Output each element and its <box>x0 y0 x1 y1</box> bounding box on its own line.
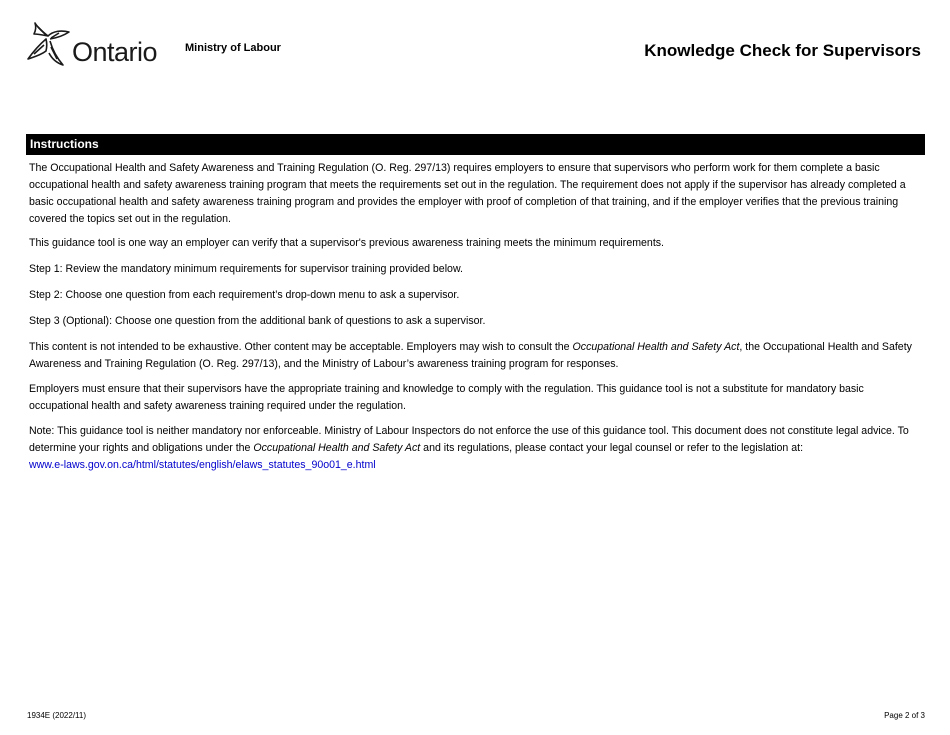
guidance-paragraph: This guidance tool is one way an employer can verify that a supervisor's previous awareness training meets the minimum requirements. <box>29 237 664 249</box>
note-act-italic: Occupational Health and Safety Act <box>253 442 421 454</box>
note-text-end: and its regulations, please contact your legal counsel or refer to the legislation at: <box>420 442 804 454</box>
note-paragraph <box>29 423 922 474</box>
instructions-body <box>26 160 925 474</box>
trillium-logo-icon <box>26 21 74 69</box>
step-3: Step 3 (Optional): Choose one question from the additional bank of questions to ask a supervisor. <box>29 315 486 327</box>
form-code: 1934E (2022/11) <box>27 711 87 720</box>
elaws-link[interactable]: www.e-laws.gov.on.ca/html/statutes/english/elaws_statutes_90o01_e.html <box>29 459 376 471</box>
page-title: Knowledge Check for Supervisors <box>644 41 921 60</box>
instructions-heading: Instructions <box>26 134 925 155</box>
step-2: Step 2: Choose one question from each requirement’s drop-down menu to ask a supervisor. <box>29 289 460 301</box>
logo-wordmark: Ontario <box>72 37 158 67</box>
step-1: Step 1: Review the mandatory minimum requirements for supervisor training provided below. <box>29 263 463 275</box>
ontario-logo <box>26 21 166 71</box>
act-name-italic: Occupational Health and Safety Act <box>572 341 740 353</box>
intro-paragraph: The Occupational Health and Safety Awareness and Training Regulation (O. Reg. 297/13) requires employers to ensure that supervisors who perform work for them complete a basic occupational health and safety awareness training program that meets the requirements set out in the regulation. The requirement does not apply if the supervisor has already completed a basic occupational health and safety awareness training program and provides the employer with proof of completion of that training, and if the employer verifies that the previous training covered the topics set out in the regulation. <box>29 162 906 225</box>
content-text-start: This content is not intended to be exhaustive. Other content may be acceptable. Employers may wish to consult the <box>29 341 573 353</box>
page-header <box>0 0 950 80</box>
employer-paragraph: Employers must ensure that their supervisors have the appropriate training and knowledge to comply with the regulation. This guidance tool is not a substitute for mandatory basic occupational health and safety awareness training required under the regulation. <box>29 383 864 412</box>
ministry-name: Ministry of Labour <box>185 42 281 54</box>
page-number: Page 2 of 3 <box>884 711 925 720</box>
content-text-end: , the Occupational Health and Safety Awareness and Training Regulation (O. Reg. 297/13), and the Ministry of Labour’s awareness training program for responses. <box>29 341 912 370</box>
note-text-start: Note: This guidance tool is neither mandatory nor enforceable. Ministry of Labour Inspectors do not enforce the use of this guidance tool. This document does not constitute legal advice. To determine your rights and obligations under the <box>29 425 909 454</box>
content-paragraph <box>29 339 922 373</box>
